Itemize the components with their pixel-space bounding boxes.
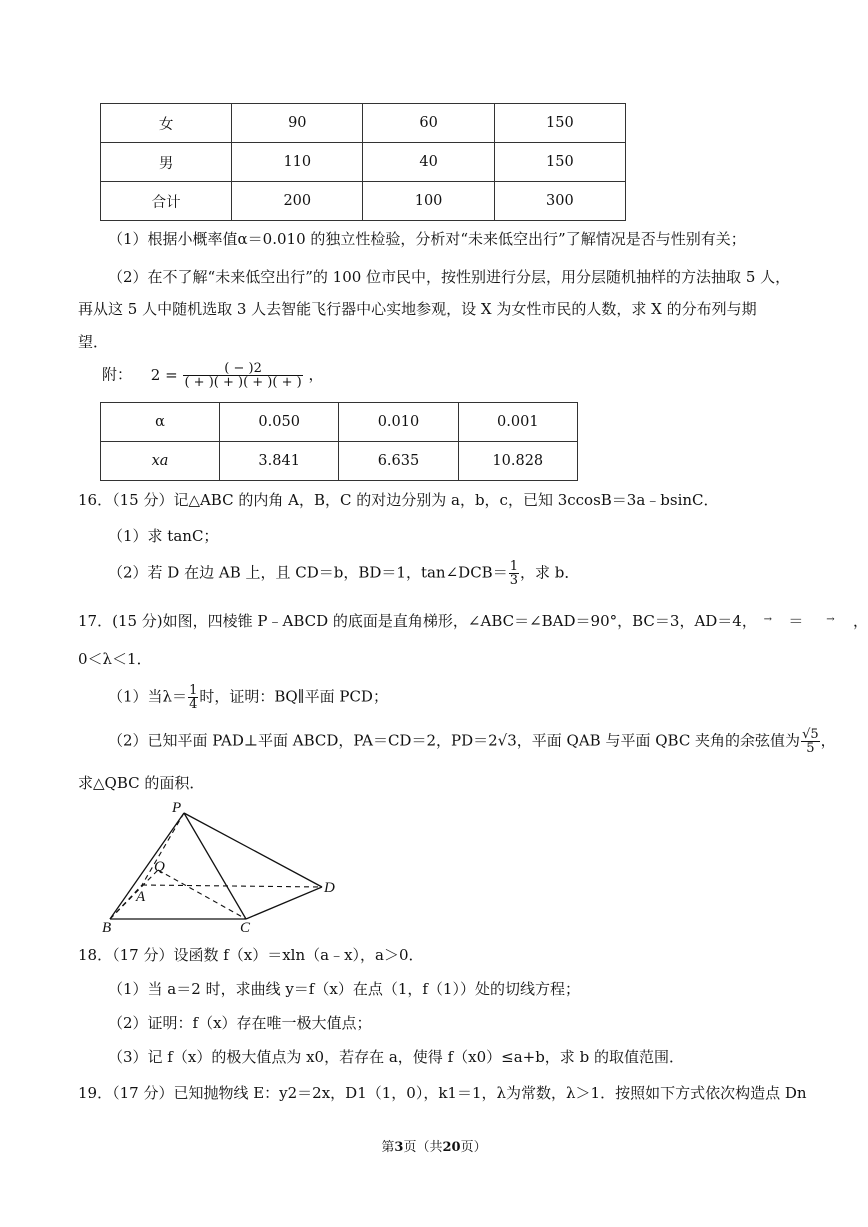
table-cell: 10.828: [458, 442, 577, 481]
table-cell: 150: [494, 104, 625, 143]
table-cell: 6.635: [339, 442, 458, 481]
q17-part1-post: 时，证明：BQ∥平面 PCD；: [199, 687, 388, 706]
segment-QC: [158, 870, 246, 919]
table-row: [101, 442, 578, 481]
table-cell: 男: [101, 143, 232, 182]
q17-part1: [108, 684, 388, 711]
q15-part2-line1: （2）在不了解“未来低空出行”的 100 位市民中，按性别进行分层，用分层随机抽样的方法抽取 5 人，: [108, 268, 791, 286]
formula-numerator: ( − )2: [183, 362, 302, 376]
label-D: D: [324, 880, 335, 896]
label-Q: Q: [154, 859, 165, 875]
fraction-numerator: 1: [189, 683, 198, 698]
fraction-denominator: 3: [509, 573, 518, 588]
q18-part2: （2）证明：f（x）存在唯一极大值点；: [108, 1014, 372, 1032]
table-cell: 合计: [101, 182, 232, 221]
q17-part2-post: ，: [820, 731, 836, 750]
q17-part2: [108, 728, 836, 755]
table-cell: 100: [363, 182, 494, 221]
label-A: A: [136, 889, 146, 905]
q18-part1: （1）当 a＝2 时，求曲线 y＝f（x）在点（1，f（1））处的切线方程；: [108, 980, 580, 998]
q16-part2-post: ，求 b．: [519, 563, 580, 582]
q17-part1-pre: （1）当λ＝: [108, 687, 188, 706]
q17-fraction: [188, 684, 198, 711]
formula-fraction: [183, 362, 302, 389]
table-row: [101, 403, 578, 442]
table-cell: 3.841: [220, 442, 339, 481]
table-row: [101, 104, 626, 143]
fraction-numerator: 1: [509, 559, 518, 574]
footer-mid: 页（共: [403, 1140, 443, 1155]
table-cell: 90: [232, 104, 363, 143]
q19-stem: 19．（17 分）已知抛物线 E：y2＝2x，D1（1，0），k1＝1，λ为常数，λ＞1．按照如下方式依次构造点 Dn: [78, 1084, 807, 1102]
table-cell: 200: [232, 182, 363, 221]
q17-part2-line2: 求△QBC 的面积．: [78, 774, 205, 792]
q17-stem: 17．(15 分)如图，四棱锥 P﹣ABCD 的底面是直角梯形，∠ABC＝∠BAD＝90°，BC＝3，AD＝4， → ＝ → ，: [78, 612, 868, 630]
table-row: [101, 143, 626, 182]
table-cell: xa: [101, 442, 220, 481]
table-cell: 300: [494, 182, 625, 221]
critical-value-table: [100, 402, 578, 481]
q16-stem: 16．（15 分）记△ABC 的内角 A，B，C 的对边分别为 a，b，c，已知 3ccosB＝3a﹣bsinC．: [78, 491, 719, 509]
q16-fraction: [509, 560, 519, 587]
footer-pre: 第: [381, 1140, 395, 1155]
q17-condition: 0＜λ＜1．: [78, 650, 152, 668]
table-cell: 60: [363, 104, 494, 143]
label-B: B: [102, 920, 112, 936]
q17-stem-text: 17．(15 分)如图，四棱锥 P﹣ABCD 的底面是直角梯形，∠ABC＝∠BAD＝90°，BC＝3，AD＝4，: [78, 612, 757, 630]
formula-denominator: ( + )( + )( + )( + ): [184, 375, 302, 390]
footer-total-pages: 20: [442, 1140, 461, 1155]
q16-part1: （1）求 tanC；: [108, 527, 219, 545]
table-cell: 0.010: [339, 403, 458, 442]
edge-PB: [110, 813, 184, 919]
fraction-denominator: 4: [189, 697, 198, 712]
edge-AD: [142, 885, 322, 887]
fraction-numerator: √5: [802, 727, 819, 742]
chi-square-formula: [102, 362, 323, 389]
formula-lhs: 2 =: [150, 365, 178, 384]
q15-part2-line2: 再从这 5 人中随机选取 3 人去智能飞行器中心实地参观，设 X 为女性市民的人数，求 X 的分布列与期: [78, 300, 757, 318]
footer-page-number: 3: [394, 1140, 404, 1155]
table-cell: 40: [363, 143, 494, 182]
footer-post: 页）: [460, 1140, 487, 1155]
q15-part2-line3: 望．: [78, 333, 109, 351]
table-cell: 0.001: [458, 403, 577, 442]
formula-tail: ，: [308, 365, 324, 384]
q16-part2: [108, 560, 579, 587]
page-footer: [0, 1136, 868, 1155]
edge-PD: [184, 813, 322, 887]
label-P: P: [172, 800, 182, 816]
table-cell: α: [101, 403, 220, 442]
fraction-denominator: 5: [806, 741, 815, 756]
q18-part3: （3）记 f（x）的极大值点为 x0，若存在 a，使得 f（x0）≤a+b，求 b 的取值范围．: [108, 1048, 684, 1066]
appendix-label: 附：: [102, 365, 133, 384]
q17-stem-eq: ＝: [788, 612, 804, 630]
q15-part1: （1）根据小概率值α＝0.010 的独立性检验，分析对“未来低空出行”了解情况是否与性别有关；: [108, 230, 746, 248]
q18-stem: 18．（17 分）设函数 f（x）＝xln（a﹣x），a＞0．: [78, 946, 424, 964]
table-cell: 110: [232, 143, 363, 182]
edge-CD: [246, 887, 322, 919]
segment-BQ: [110, 870, 158, 919]
q16-part2-pre: （2）若 D 在边 AB 上，且 CD＝b，BD＝1，tan∠DCB＝: [108, 563, 508, 582]
table-row: [101, 182, 626, 221]
q17-fraction-2: [801, 728, 820, 755]
q17-stem-end: ，: [853, 612, 868, 630]
pyramid-figure: [98, 798, 348, 936]
table-cell: 0.050: [220, 403, 339, 442]
label-C: C: [240, 920, 251, 936]
table-cell: 女: [101, 104, 232, 143]
table-cell: 150: [494, 143, 625, 182]
contingency-table: [100, 103, 626, 221]
q17-part2-pre: （2）已知平面 PAD⊥平面 ABCD，PA＝CD＝2，PD＝2√3，平面 QAB 与平面 QBC 夹角的余弦值为: [108, 731, 801, 750]
